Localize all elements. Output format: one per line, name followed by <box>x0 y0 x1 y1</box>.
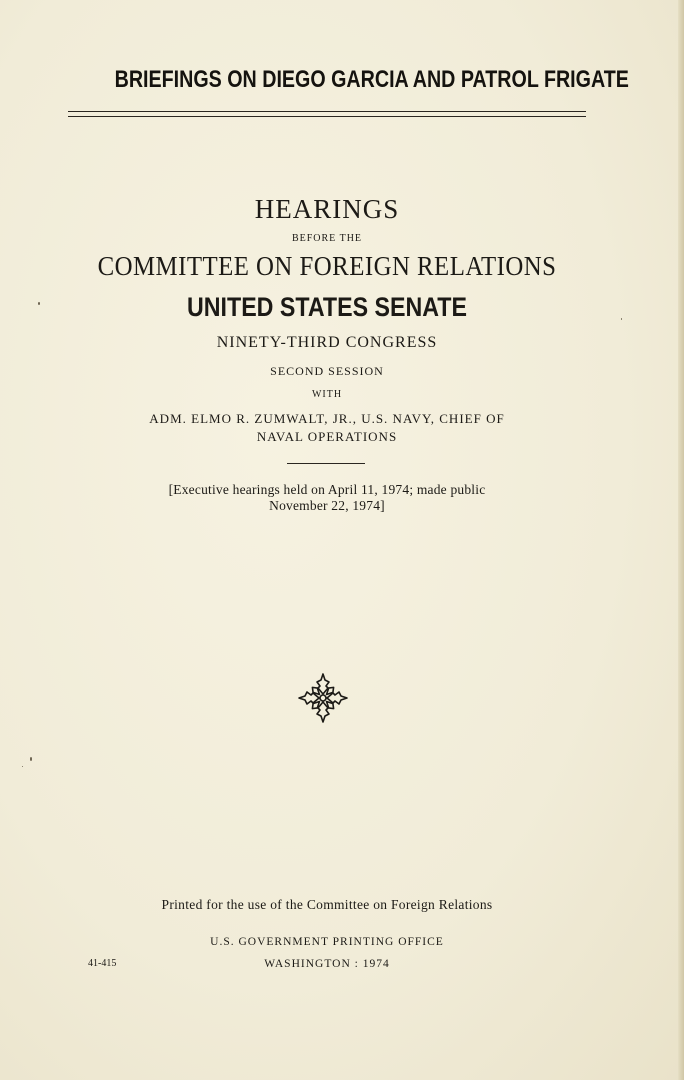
page-edge-shadow <box>678 0 684 1080</box>
job-number: 41-415 <box>88 958 117 969</box>
committee-name: COMMITTEE ON FOREIGN RELATIONS <box>97 251 557 281</box>
hearing-note-line-1: [Executive hearings held on April 11, 1974; made public <box>168 482 486 497</box>
paper-speck <box>38 302 40 305</box>
congress-label: NINETY-THIRD CONGRESS <box>216 334 438 351</box>
with-label: WITH <box>311 389 343 400</box>
before-the-label: BEFORE THE <box>291 233 363 244</box>
printer-name: U.S. GOVERNMENT PRINTING OFFICE <box>210 936 444 948</box>
paper-speck <box>22 766 23 767</box>
witness-line-1: ADM. ELMO R. ZUMWALT, JR., U.S. NAVY, CHIEF OF <box>149 411 505 426</box>
paper-speck <box>621 318 622 320</box>
series-title: BRIEFINGS ON DIEGO GARCIA AND PATROL FRIGATE <box>114 66 629 93</box>
hearing-note-line-2: November 22, 1974] <box>269 498 385 513</box>
printed-for-line: Printed for the use of the Committee on Foreign Relations <box>161 897 493 912</box>
fleuron-ornament-icon <box>296 671 350 725</box>
senate-name: UNITED STATES SENATE <box>187 292 467 322</box>
section-divider-rule <box>287 463 365 464</box>
title-double-rule <box>68 111 586 117</box>
place-and-year: WASHINGTON : 1974 <box>264 958 390 970</box>
paper-speck <box>30 757 32 761</box>
hearings-heading: HEARINGS <box>254 194 400 224</box>
witness-line-2: NAVAL OPERATIONS <box>256 429 398 444</box>
session-label: SECOND SESSION <box>270 364 384 378</box>
